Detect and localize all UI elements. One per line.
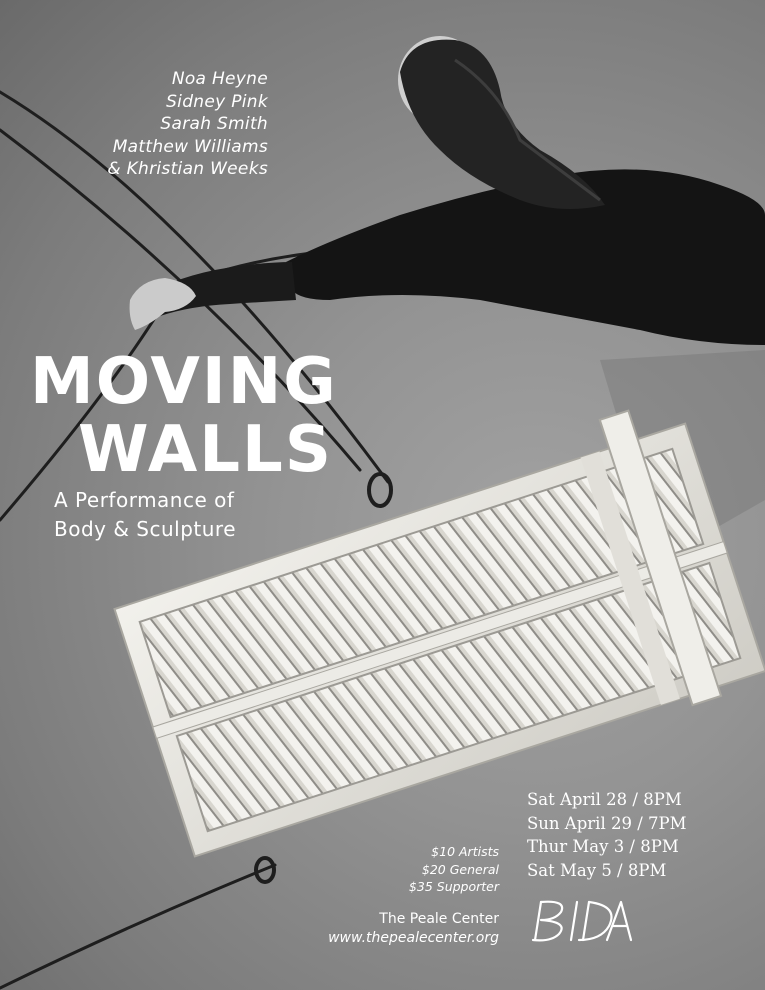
price-item: $20 General: [421, 861, 499, 877]
date-item: Sun April 29 / 7PM: [527, 813, 687, 833]
title-line-2: WALLS: [78, 413, 333, 487]
cast-member: Matthew Williams: [112, 136, 268, 157]
title-line-1: MOVING: [30, 345, 338, 419]
cast-member: Sidney Pink: [166, 91, 268, 112]
poster-subtitle: [54, 486, 236, 544]
subtitle-line-1: A Performance of: [54, 488, 235, 512]
price-item: $10 Artists: [431, 844, 499, 859]
logo-mark: [527, 896, 637, 944]
cast-member: Noa Heyne: [171, 69, 268, 89]
cast-member: & Khristian Weeks: [107, 159, 268, 179]
poster-title: [30, 345, 338, 487]
venue-name: The Peale Center: [379, 911, 499, 927]
cast-member: Sarah Smith: [160, 114, 268, 134]
price-item: $35 Supporter: [408, 879, 499, 894]
venue-info: [328, 910, 499, 948]
ticket-prices: [409, 843, 499, 896]
date-item: Sat April 28 / 8PM: [527, 790, 682, 809]
cast-list: [107, 68, 268, 181]
performance-dates: [527, 788, 687, 882]
date-item: Thur May 3 / 8PM: [527, 837, 679, 856]
venue-url[interactable]: www.thepealecenter.org: [328, 930, 499, 946]
subtitle-line-2: Body & Sculpture: [54, 517, 237, 541]
date-item: Sat May 5 / 8PM: [527, 860, 667, 880]
